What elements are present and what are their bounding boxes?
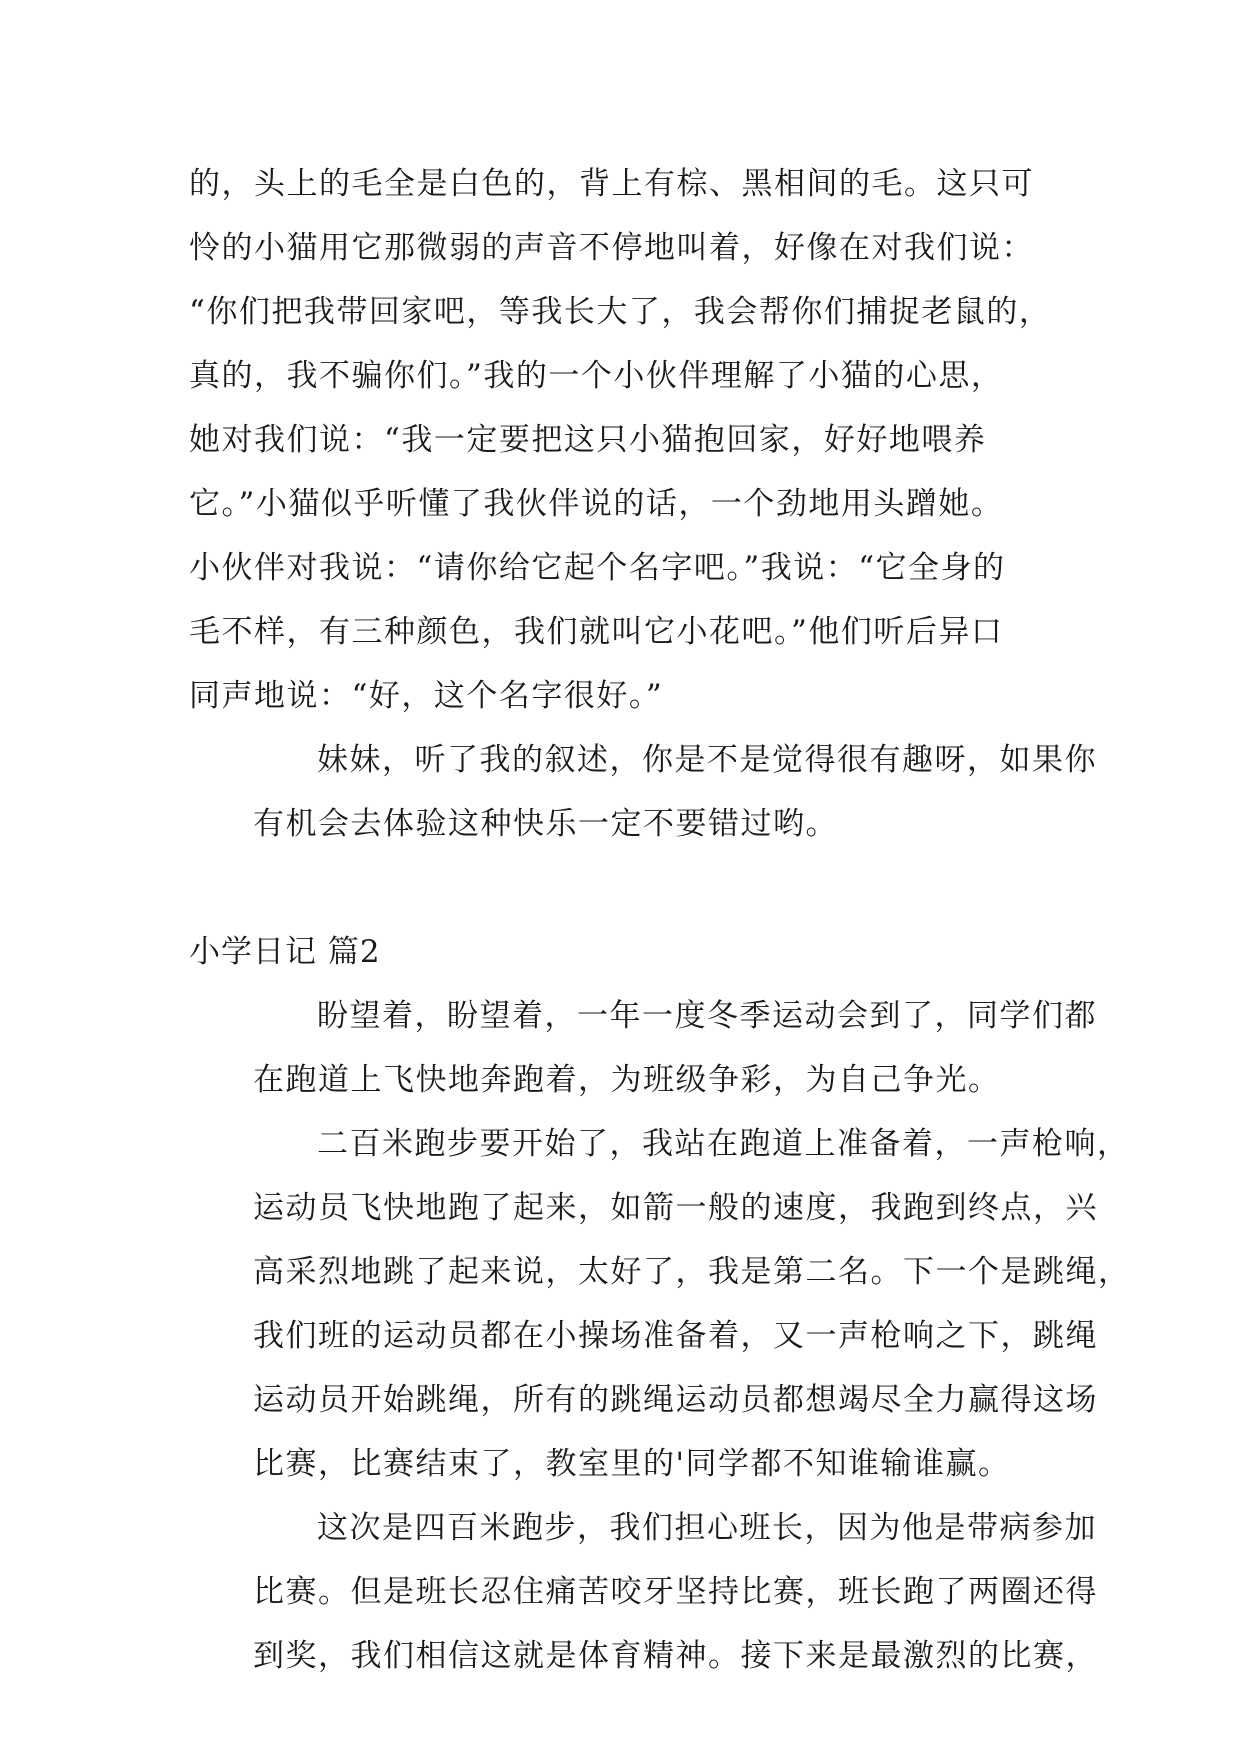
text-line: 比赛。但是班长忍住痛苦咬牙坚持比赛，班长跑了两圈还得 [253, 1574, 1098, 1610]
text-line: 我们班的运动员都在小操场准备着，又一声枪响之下，跳绳 [253, 1318, 1098, 1354]
text-line: 同声地说：“好，这个名字很好。” [189, 678, 664, 714]
paragraph-400m-race [189, 1496, 1098, 1688]
text-line: 真的，我不骗你们。”我的一个小伙伴理解了小猫的心思， [189, 358, 1004, 394]
text-line: 二百米跑步要开始了，我站在跑道上准备着，一声枪响， [317, 1126, 1130, 1162]
text-line: 运动员飞快地跑了起来，如箭一般的速度，我跑到终点，兴 [253, 1190, 1098, 1226]
text-line: 有机会去体验这种快乐一定不要错过哟。 [253, 806, 838, 842]
text-line: 这次是四百米跑步，我们担心班长，因为他是带病参加 [317, 1510, 1097, 1546]
text-line: 怜的小猫用它那微弱的声音不停地叫着，好像在对我们说： [189, 230, 1034, 266]
text-line: 高采烈地跳了起来说，太好了，我是第二名。下一个是跳绳， [253, 1254, 1131, 1290]
text-line: 盼望着，盼望着，一年一度冬季运动会到了，同学们都 [317, 998, 1097, 1034]
text-line: 小伙伴对我说：“请你给它起个名字吧。”我说：“它全身的 [189, 550, 1006, 586]
text-line: 运动员开始跳绳，所有的跳绳运动员都想竭尽全力赢得这场 [253, 1382, 1098, 1418]
paragraph-sports-day-intro [189, 984, 1097, 1112]
text-line: 妹妹，听了我的叙述，你是不是觉得很有趣呀，如果你 [317, 742, 1097, 778]
document-body [189, 152, 1131, 1688]
text-line: 在跑道上飞快地奔跑着，为班级争彩，为自己争光。 [253, 1062, 1001, 1098]
section-title: 小学日记 篇2 [189, 934, 381, 970]
paragraph-200m-race [189, 1112, 1131, 1496]
paragraph-closing [189, 728, 1097, 856]
text-line: 比赛，比赛结束了，教室里的'同学都不知谁输谁赢。 [253, 1446, 1011, 1482]
paragraph-kitten-story [189, 152, 1059, 728]
text-line: “你们把我带回家吧，等我长大了，我会帮你们捕捉老鼠的， [189, 294, 1052, 330]
text-line: 的，头上的毛全是白色的，背上有棕、黑相间的毛。这只可 [189, 166, 1034, 202]
text-line: 到奖，我们相信这就是体育精神。接下来是最激烈的比赛， [253, 1638, 1098, 1674]
text-line: 它。”小猫似乎听懂了我伙伴说的话，一个劲地用头蹭她。 [189, 486, 1004, 522]
text-line: 她对我们说：“我一定要把这只小猫抱回家，好好地喂养 [189, 422, 987, 458]
text-line: 毛不样，有三种颜色，我们就叫它小花吧。”他们听后异口 [189, 614, 1004, 650]
